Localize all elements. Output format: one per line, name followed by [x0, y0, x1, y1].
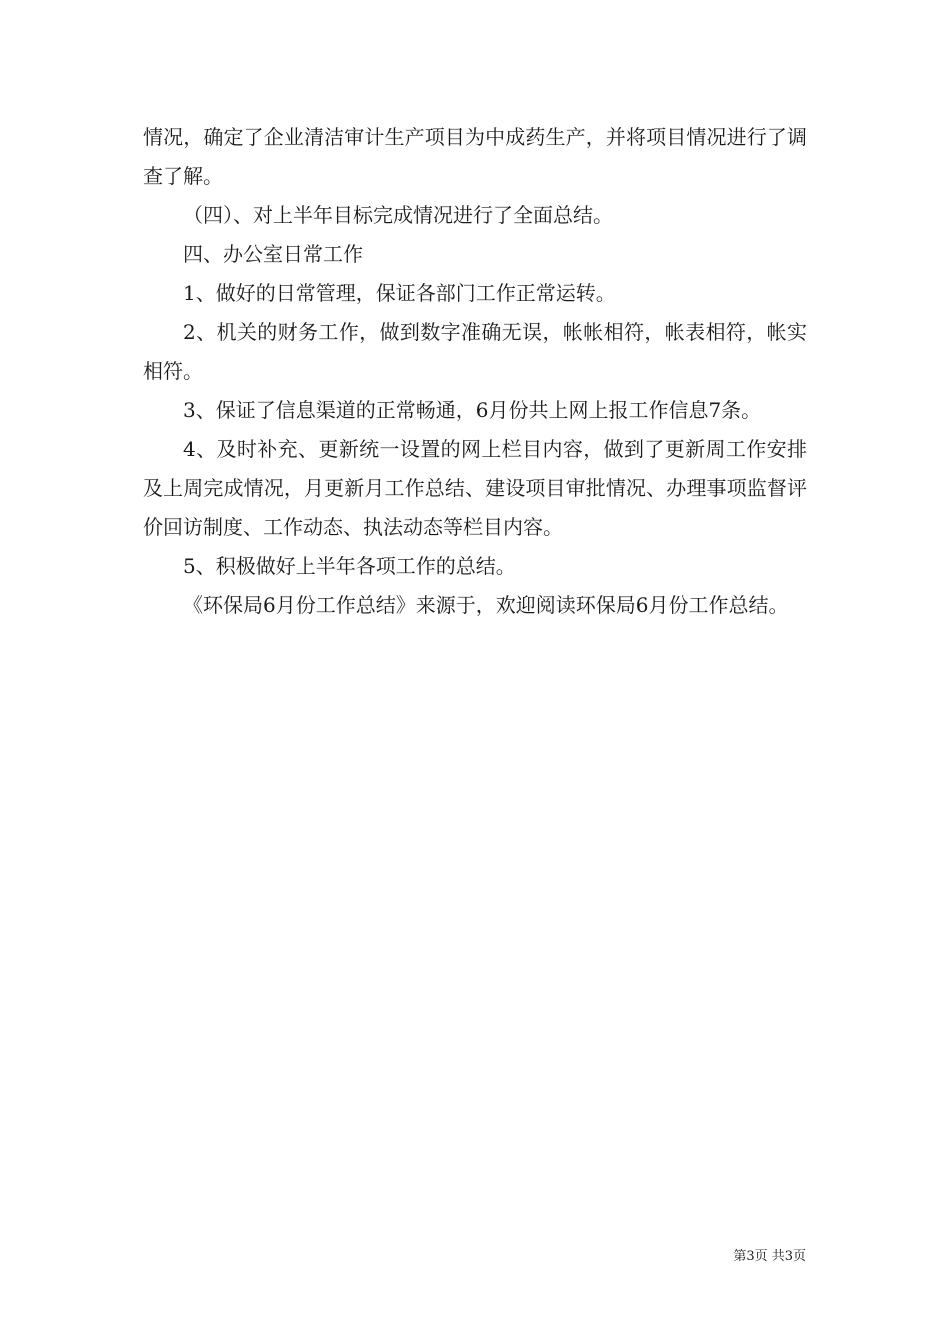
paragraph-item-2: 2、机关的财务工作，做到数字准确无误，帐帐相符，帐表相符，帐实相符。: [143, 320, 807, 383]
paragraph-summary-four: （四）、对上半年目标完成情况进行了全面总结。: [183, 203, 613, 227]
paragraph-item-4: 4、及时补充、更新统一设置的网上栏目内容，做到了更新周工作安排及上周完成情况，月更新月工作总结、建设项目审批情况、办理事项监督评价回访制度、工作动态、执法动态等栏目内容。: [143, 437, 807, 539]
section-heading-office: 四、办公室日常工作: [183, 242, 363, 266]
paragraph-item-5: 5、积极做好上半年各项工作的总结。: [183, 554, 516, 578]
paragraph-item-3: 3、保证了信息渠道的正常畅通，6月份共上网上报工作信息7条。: [183, 398, 762, 422]
paragraph-item-1: 1、做好的日常管理，保证各部门工作正常运转。: [183, 281, 616, 305]
paragraph-source-note: 《环保局6月份工作总结》来源于，欢迎阅读环保局6月份工作总结。: [183, 593, 789, 617]
document-body: [143, 118, 807, 625]
paragraph-continuation: 情况，确定了企业清洁审计生产项目为中成药生产，并将项目情况进行了调查了解。: [143, 125, 807, 188]
page-number-footer: 第3页 共3页: [733, 1249, 806, 1264]
